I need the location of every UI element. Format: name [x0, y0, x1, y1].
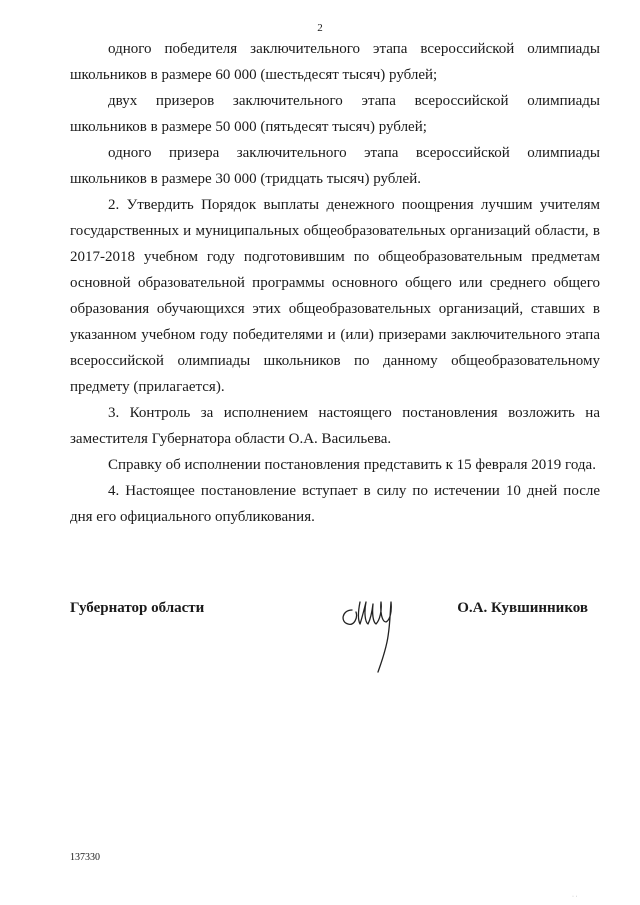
paragraph: 4. Настоящее постановление вступает в силу по истечении 10 дней после дня его официального опубликования.: [70, 483, 600, 525]
paragraph: 2. Утвердить Порядок выплаты денежного поощрения лучшим учителям государственных и муниципальных общеобразовательных организаций области, в 2017-2018 учебном году подготовившим по общеобразовательным предметам основной образовательной программы основного общего или среднего общего образования обучающихся этих общеобразовательных организаций, ставших в указанном учебном году победителями и (или) призерами заключительного этапа всероссийской олимпиады школьников по данному общеобразовательному предмету (прилагается).: [70, 197, 600, 395]
document-body: [70, 36, 600, 530]
signature-block: [70, 588, 600, 678]
paragraph: одного призера заключительного этапа всероссийской олимпиады школьников в размере 30 000 (тридцать тысяч) рублей.: [70, 145, 600, 187]
paragraph: Справку об исполнении постановления представить к 15 февраля 2019 года.: [108, 457, 596, 473]
paragraph: одного победителя заключительного этапа всероссийской олимпиады школьников в размере 60 000 (шестьдесят тысяч) рублей;: [70, 41, 600, 83]
handwritten-signature: [338, 588, 408, 676]
signatory-position: Губернатор области: [70, 600, 205, 616]
scan-mark: · ·: [572, 894, 578, 900]
document-code: 137330: [70, 852, 100, 863]
page-number: 2: [317, 22, 323, 34]
paragraph: двух призеров заключительного этапа всероссийской олимпиады школьников в размере 50 000 (пятьдесят тысяч) рублей;: [70, 93, 600, 135]
signatory-name: О.А. Кувшинников: [457, 600, 588, 616]
paragraph: 3. Контроль за исполнением настоящего постановления возложить на заместителя Губернатора области О.А. Васильева.: [70, 405, 600, 447]
